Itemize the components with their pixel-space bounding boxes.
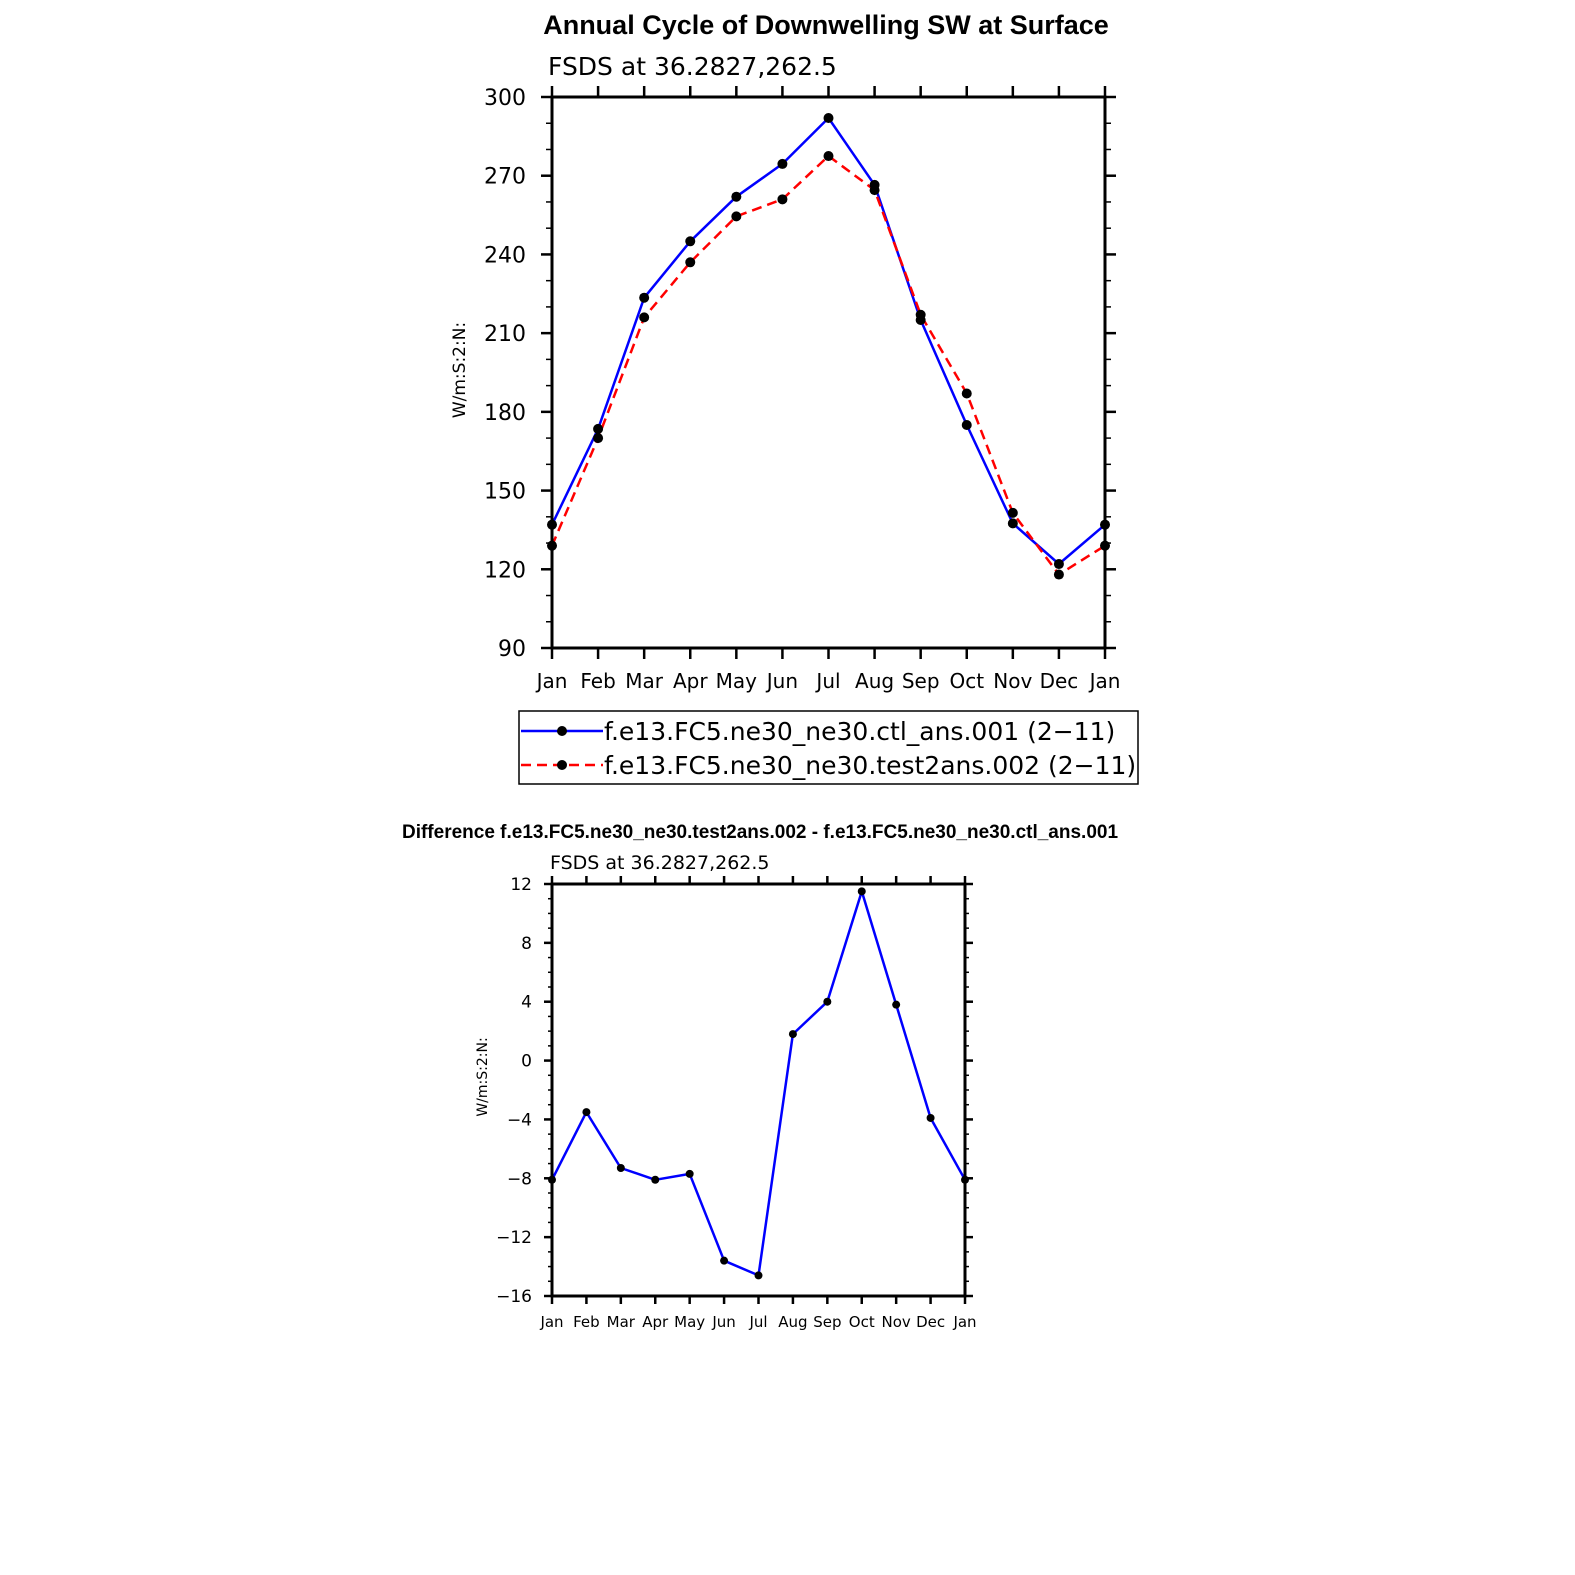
y-tick-label: −4 — [506, 1110, 532, 1131]
y-tick-label: 12 — [510, 875, 532, 895]
diff-chart-ticks — [544, 876, 973, 1304]
legend-marker-test — [557, 760, 567, 770]
diff-series-0-point — [582, 1108, 590, 1116]
y-tick-label: −8 — [506, 1169, 532, 1190]
diff-series-0-point — [617, 1164, 625, 1172]
diff-chart-y-tick-labels — [496, 875, 532, 1307]
x-tick-label-dec: Dec — [1039, 669, 1079, 693]
legend-entry-test — [521, 751, 1136, 780]
top-chart-series — [547, 113, 1110, 580]
top-chart — [450, 10, 1120, 693]
top-series-1-point — [1054, 570, 1064, 580]
top-series-0-point — [777, 159, 787, 169]
y-tick-label: 0 — [521, 1051, 532, 1072]
top-series-line-0 — [552, 118, 1105, 564]
legend — [519, 711, 1138, 784]
y-tick-label: 270 — [484, 164, 526, 190]
x-tick-label-jun: Jun — [766, 669, 799, 693]
x-tick-label-jan: Jan — [953, 1313, 977, 1331]
x-tick-label-dec: Dec — [916, 1313, 946, 1331]
diff-chart-title: Difference f.e13.FC5.ne30_ne30.test2ans.002 - f.e13.FC5.ne30_ne30.ctl_ans.001 — [401, 822, 1119, 843]
diff-series-0-point — [686, 1170, 694, 1178]
top-series-1-point — [639, 312, 649, 322]
diff-chart-subtitle: FSDS at 36.2827,262.5 — [550, 852, 770, 874]
top-series-line-1 — [552, 156, 1105, 575]
diff-chart-y-axis-label: W/m:S:2:N: — [475, 1037, 491, 1117]
diff-series-line-0 — [552, 891, 965, 1275]
top-series-0-point — [824, 113, 834, 123]
top-series-0-point — [1008, 518, 1018, 528]
diff-series-0-point — [927, 1114, 935, 1122]
top-series-1-point — [777, 194, 787, 204]
top-chart-subtitle: FSDS at 36.2827,262.5 — [548, 52, 837, 81]
top-chart-x-tick-labels — [535, 669, 1121, 693]
x-tick-label-sep: Sep — [813, 1313, 842, 1331]
diff-chart-plot-frame — [552, 884, 965, 1296]
top-series-1-point — [685, 257, 695, 267]
diff-series-0-point — [892, 1001, 900, 1009]
x-tick-label-may: May — [674, 1313, 706, 1331]
x-tick-label-jul: Jul — [749, 1313, 768, 1331]
diff-series-0-point — [789, 1030, 797, 1038]
top-chart-plot-frame — [552, 97, 1105, 648]
diff-series-0-point — [720, 1257, 728, 1265]
x-tick-label-jan: Jan — [536, 669, 568, 693]
top-series-0-point — [593, 424, 603, 434]
x-tick-label-jul: Jul — [816, 669, 841, 693]
x-tick-label-nov: Nov — [993, 669, 1033, 693]
y-tick-label: −16 — [496, 1287, 532, 1307]
x-tick-label-apr: Apr — [642, 1313, 669, 1331]
top-series-1-point — [916, 310, 926, 320]
top-series-0-point — [962, 420, 972, 430]
x-tick-label-sep: Sep — [901, 669, 940, 693]
y-tick-label: 240 — [484, 243, 526, 269]
diff-series-0-point — [823, 998, 831, 1006]
diff-series-0-point — [651, 1176, 659, 1184]
top-series-1-point — [1008, 508, 1018, 518]
x-tick-label-oct: Oct — [949, 669, 985, 693]
top-series-0-point — [685, 236, 695, 246]
x-tick-label-oct: Oct — [848, 1313, 875, 1331]
y-tick-label: −12 — [496, 1228, 532, 1249]
x-tick-label-mar: Mar — [606, 1313, 635, 1331]
top-chart-y-axis-label: W/m:S:2:N: — [450, 321, 470, 419]
top-series-0-point — [639, 293, 649, 303]
x-tick-label-may: May — [715, 669, 758, 693]
legend-entry-ctl — [521, 717, 1115, 746]
top-series-1-point — [824, 151, 834, 161]
legend-marker-ctl — [557, 726, 567, 736]
top-series-1-point — [731, 211, 741, 221]
top-series-1-point — [962, 388, 972, 398]
diff-series-0-point — [858, 887, 866, 895]
y-tick-label: 180 — [484, 400, 526, 426]
legend-label-test: f.e13.FC5.ne30_ne30.test2ans.002 (2−11) — [604, 751, 1137, 780]
diff-series-0-point — [755, 1271, 763, 1279]
top-series-0-point — [731, 192, 741, 202]
legend-label-ctl: f.e13.FC5.ne30_ne30.ctl_ans.001 (2−11) — [604, 717, 1116, 746]
y-tick-label: 300 — [484, 86, 526, 111]
x-tick-label-aug: Aug — [855, 669, 895, 693]
x-tick-label-feb: Feb — [580, 669, 616, 693]
diff-chart — [402, 822, 1118, 1331]
top-series-1-point — [870, 185, 880, 195]
diff-chart-x-tick-labels — [539, 1313, 976, 1331]
top-chart-y-tick-labels — [484, 86, 526, 662]
x-tick-label-apr: Apr — [672, 669, 708, 693]
top-chart-title: Annual Cycle of Downwelling SW at Surface — [543, 10, 1109, 40]
diff-chart-series — [548, 887, 969, 1279]
y-tick-label: 4 — [521, 992, 532, 1013]
y-tick-label: 90 — [498, 637, 526, 662]
y-tick-label: 120 — [484, 558, 526, 584]
x-tick-label-nov: Nov — [881, 1313, 911, 1331]
x-tick-label-feb: Feb — [573, 1313, 600, 1331]
x-tick-label-mar: Mar — [625, 669, 664, 693]
top-chart-ticks — [541, 86, 1116, 659]
x-tick-label-aug: Aug — [778, 1313, 808, 1331]
x-tick-label-jan: Jan — [1089, 669, 1121, 693]
x-tick-label-jun: Jun — [712, 1313, 736, 1331]
top-series-0-point — [1054, 559, 1064, 569]
y-tick-label: 150 — [484, 479, 526, 505]
x-tick-label-jan: Jan — [540, 1313, 564, 1331]
y-tick-label: 210 — [484, 322, 526, 348]
top-series-1-point — [593, 433, 603, 443]
y-tick-label: 8 — [521, 933, 532, 954]
